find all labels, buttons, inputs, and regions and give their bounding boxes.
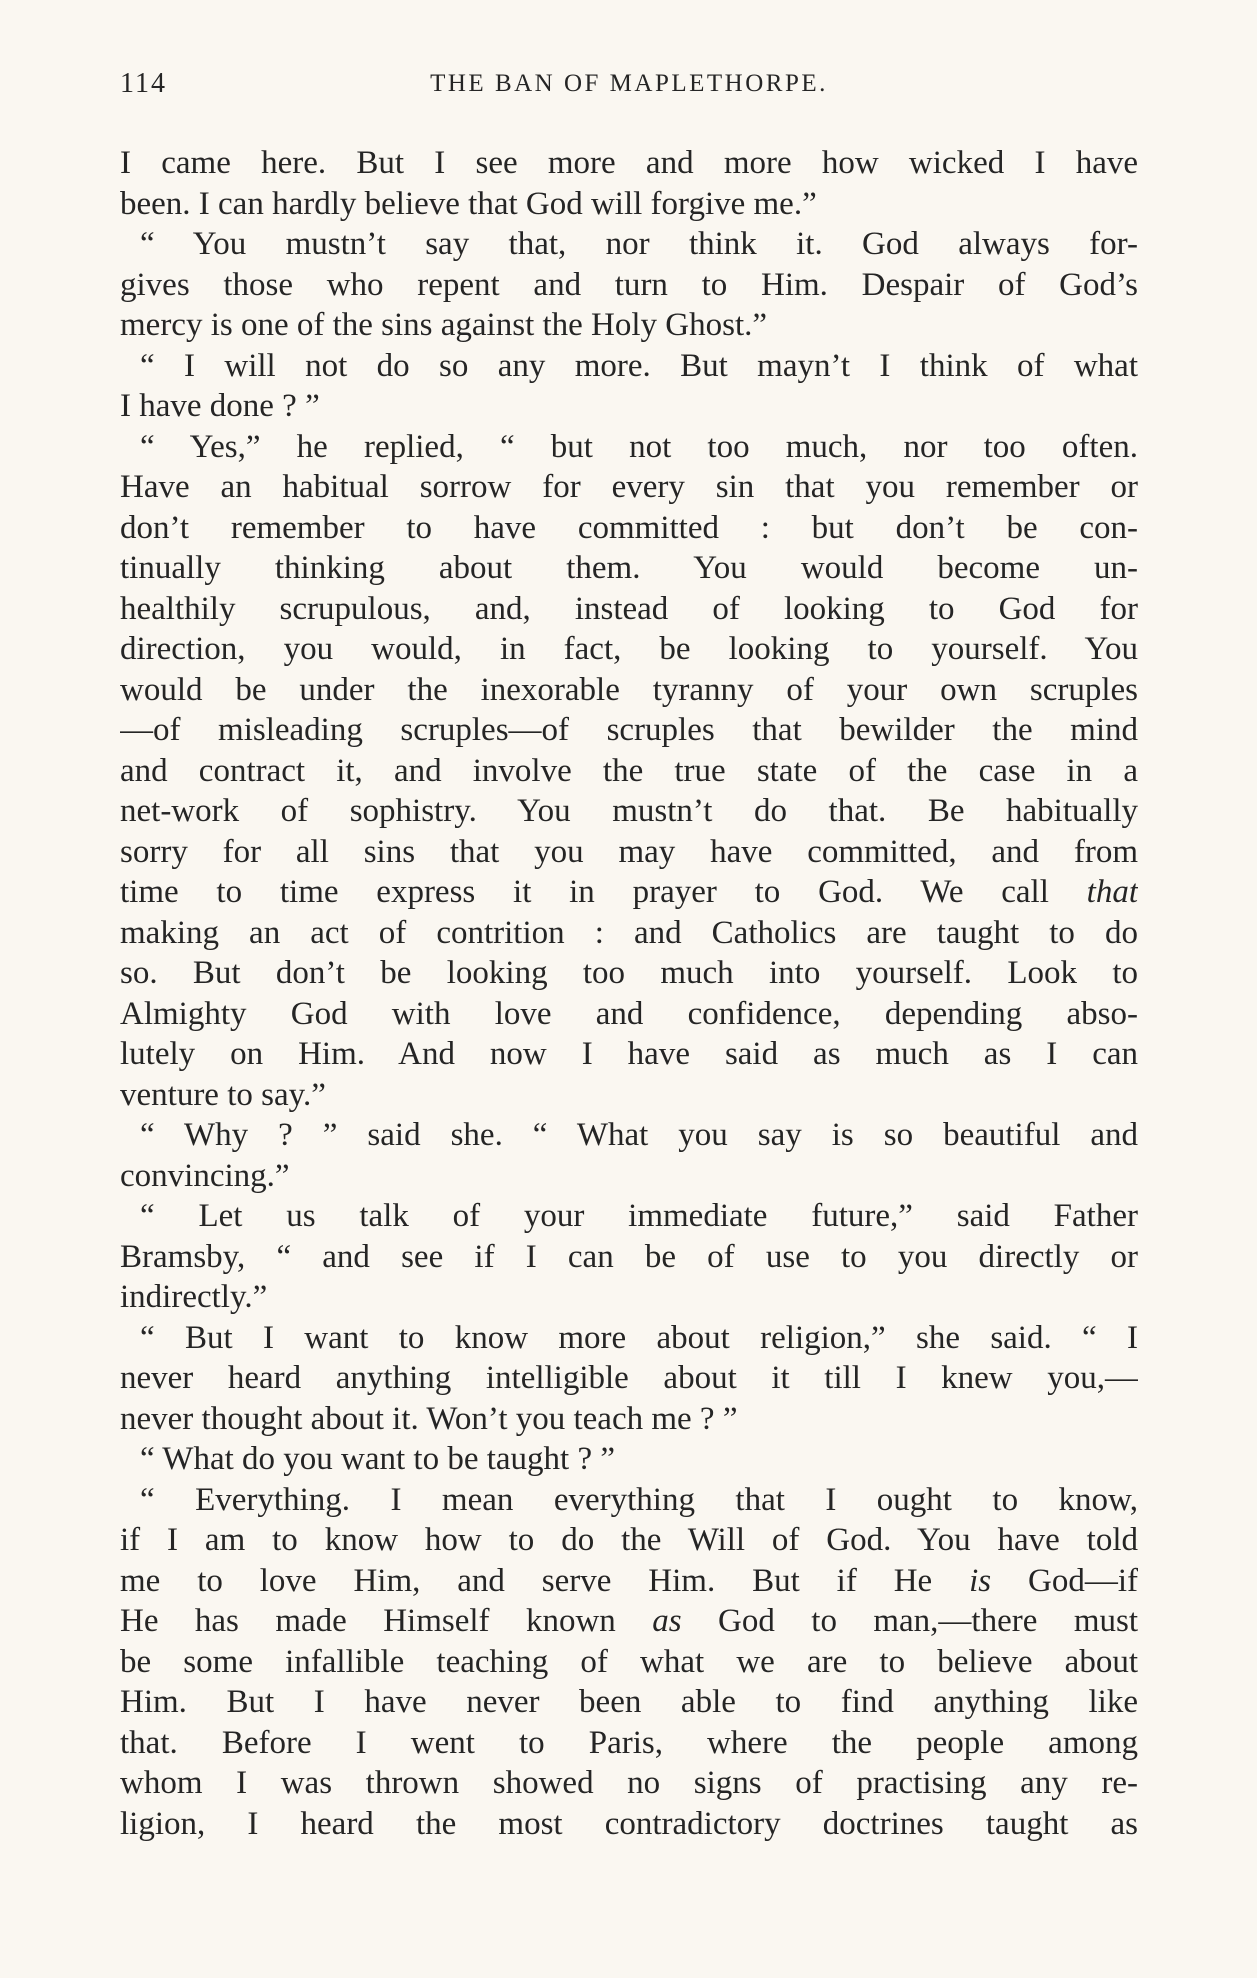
text-line: don’t remember to have committed : but don’t be con- bbox=[120, 509, 1138, 546]
text-line: never heard anything intelligible about it till I knew you,— bbox=[120, 1360, 1138, 1396]
text-line: never thought about it. Won’t you teach me ? ” bbox=[120, 1400, 738, 1437]
text-line: time to time express it in prayer to God. We call that bbox=[120, 874, 1138, 910]
text-line: Bramsby, “ and see if I can be of use to you directly or bbox=[120, 1238, 1138, 1275]
text-line: “ Let us talk of your immediate future,” said Father bbox=[140, 1198, 1138, 1234]
text-line: been. I can hardly believe that God will forgive me.” bbox=[120, 185, 817, 222]
text-line: sorry for all sins that you may have committed, and from bbox=[120, 833, 1138, 870]
italic-word: that bbox=[1086, 874, 1138, 910]
text-line: making an act of contrition : and Catholics are taught to do bbox=[120, 914, 1138, 951]
page-header bbox=[120, 68, 1138, 108]
text-line: whom I was thrown showed no signs of practising any re- bbox=[120, 1765, 1138, 1801]
text-line: if I am to know how to do the Will of God. You have told bbox=[120, 1522, 1138, 1558]
text-line: indirectly.” bbox=[120, 1279, 268, 1315]
text-line: “ You mustn’t say that, nor think it. God always for- bbox=[140, 226, 1138, 262]
text-line: “ Yes,” he replied, “ but not too much, nor too often. bbox=[140, 428, 1138, 465]
text-line: Almighty God with love and confidence, depending abso- bbox=[120, 995, 1138, 1032]
page-number: 114 bbox=[120, 68, 167, 99]
text-line: “ Everything. I mean everything that I ought to know, bbox=[140, 1481, 1138, 1518]
text-line: tinually thinking about them. You would become un- bbox=[120, 550, 1138, 586]
body-text bbox=[120, 143, 1138, 1844]
text-line: “ Why ? ” said she. “ What you say is so beautiful and bbox=[140, 1117, 1138, 1153]
text-line: that. Before I went to Paris, where the people among bbox=[120, 1724, 1138, 1761]
text-line: would be under the inexorable tyranny of your own scruples bbox=[120, 671, 1138, 708]
text-line: convincing.” bbox=[120, 1157, 290, 1194]
text-line: —of misleading scruples—of scruples that bewilder the mind bbox=[120, 712, 1138, 748]
text-line: ligion, I heard the most contradictory doctrines taught as bbox=[120, 1805, 1138, 1842]
italic-word: is bbox=[969, 1562, 992, 1599]
italic-word: as bbox=[652, 1603, 682, 1639]
text-line: “ But I want to know more about religion,” she said. “ I bbox=[140, 1319, 1138, 1356]
text-line: I have done ? ” bbox=[120, 388, 320, 424]
running-title: THE BAN OF MAPLETHORPE. bbox=[430, 70, 828, 97]
text-line: gives those who repent and turn to Him. Despair of God’s bbox=[120, 266, 1138, 303]
text-line: healthily scrupulous, and, instead of looking to God for bbox=[120, 590, 1138, 627]
text-line: venture to say.” bbox=[120, 1076, 326, 1113]
text-line: me to love Him, and serve Him. But if He is God—if bbox=[120, 1562, 1138, 1599]
text-line: and contract it, and involve the true state of the case in a bbox=[120, 752, 1138, 789]
text-line: “ What do you want to be taught ? ” bbox=[140, 1441, 616, 1477]
text-line: be some infallible teaching of what we are to believe about bbox=[120, 1643, 1138, 1680]
text-line: lutely on Him. And now I have said as much as I can bbox=[120, 1036, 1138, 1072]
text-line: Him. But I have never been able to find anything like bbox=[120, 1684, 1138, 1720]
text-line: “ I will not do so any more. But mayn’t I think of what bbox=[140, 347, 1138, 384]
text-line: He has made Himself known as God to man,—there must bbox=[120, 1603, 1138, 1639]
text-line: I came here. But I see more and more how wicked I have bbox=[120, 145, 1138, 181]
text-line: net-work of sophistry. You mustn’t do that. Be habitually bbox=[120, 793, 1138, 829]
text-line: so. But don’t be looking too much into yourself. Look to bbox=[120, 955, 1138, 991]
text-line: direction, you would, in fact, be looking to yourself. You bbox=[120, 631, 1138, 667]
text-line: Have an habitual sorrow for every sin that you remember or bbox=[120, 469, 1138, 505]
text-line: mercy is one of the sins against the Holy Ghost.” bbox=[120, 307, 768, 343]
